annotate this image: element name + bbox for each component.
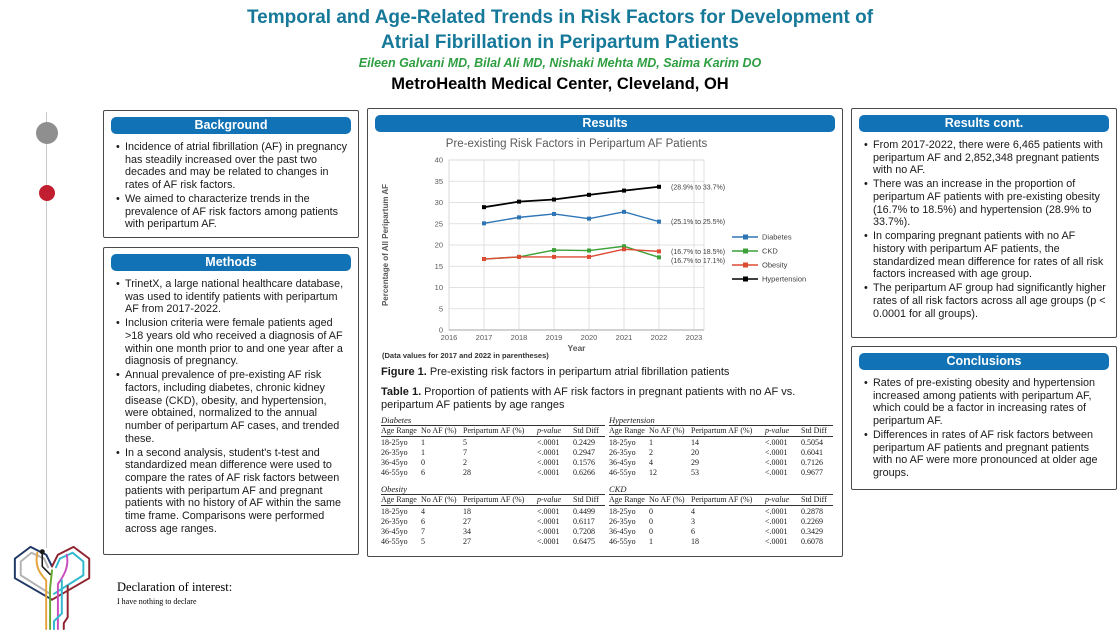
x-tick-label: 2016 [440,333,458,342]
table-cell: <.0001 [765,517,788,526]
data-table [609,494,833,546]
table-cell: 26-35yo [381,448,408,457]
table-cell: 5 [421,537,425,546]
data-table [381,425,605,477]
data-point [552,255,556,259]
y-tick-label: 25 [434,219,443,229]
chart-note: (Data values for 2017 and 2022 in parentheses) [382,351,549,360]
table-cell: 0.4499 [573,507,595,516]
table-cell: <.0001 [765,468,788,477]
table-cell: 4 [691,507,695,516]
table-cell: 1 [649,537,653,546]
data-point [587,249,591,253]
table-cell: <.0001 [537,448,560,457]
data-table [609,425,833,477]
table-cell: 46-55yo [381,468,408,477]
y-tick-label: 15 [434,261,443,271]
table-cell: 5 [463,438,467,447]
conclusions-bullets [862,377,1108,480]
table-cell: 0.6078 [801,537,823,546]
risk-factors-line-chart [374,133,834,363]
table-cell: 3 [691,517,695,526]
methods-section [103,247,359,555]
table-cell: 36-45yo [609,458,636,467]
column-header: Age Range [609,495,649,506]
table-cell: 6 [421,468,425,477]
data-point [517,215,521,219]
bullet-item: • TrinetX, a large national healthcare database, was used to identify patients with peripartum AF from 2017-2022. [114,278,350,316]
legend-marker [743,235,748,240]
poster-institution: MetroHealth Medical Center, Cleveland, OH [391,75,729,94]
results-cont-section [851,108,1117,338]
table-caption-label: Table 1. [381,386,422,398]
risk-factor-table-diabetes [381,415,605,477]
table-cell: 28 [463,468,471,477]
table-cell: 0.6475 [573,537,595,546]
table-cell: 36-45yo [609,527,636,536]
table-row [381,516,605,526]
poster-authors: Eileen Galvani MD, Bilal Ali MD, Nishaki Mehta MD, Saima Karim DO [358,56,762,71]
y-tick-label: 40 [434,155,443,165]
table-cell: <.0001 [765,438,788,447]
legend-marker [743,249,748,254]
bullet-item: • From 2017-2022, there were 6,465 patients with peripartum AF and 2,852,348 pregnant patients with no AF. [862,139,1108,177]
data-point [587,217,591,221]
legend-label-hypertension: Hypertension [762,274,807,284]
table-cell: 7 [421,527,425,536]
column-header: Std Diff [573,426,605,437]
bullet-item: • In comparing pregnant patients with no AF history with peripartum AF patients, the standardized mean difference for rates of all risk factors increased with age group. [862,230,1108,281]
table-cell: 18-25yo [381,438,408,447]
table-cell: 26-35yo [381,517,408,526]
data-table [381,494,605,546]
table-cell: 18 [691,537,699,546]
results-section [367,108,843,557]
bullet-item: • Differences in rates of AF risk factors between peripartum AF patients and pregnant patients with no AF were more pronounced at older age groups. [862,429,1108,480]
table-cell: 0.2947 [573,448,595,457]
table-cell: <.0001 [765,527,788,536]
bullet-item: • We aimed to characterize trends in the prevalence of AF risk factors among patients with peripartum AF. [114,193,350,231]
background-bullets [114,141,350,231]
table-cell: <.0001 [765,458,788,467]
table-cell: <.0001 [537,507,560,516]
table-cell: 1 [421,438,425,447]
table-cell: 0 [649,507,653,516]
y-axis-label: Percentage of All Peripartum AF [381,183,390,307]
table-cell: 46-55yo [381,537,408,546]
table-cell: <.0001 [765,507,788,516]
table-row [381,526,605,536]
table-cell: 20 [691,448,699,457]
series-annotation: (25.1% to 25.5%) [671,219,726,227]
x-tick-label: 2021 [615,333,633,342]
legend-marker [743,263,748,268]
bullet-item: • Annual prevalence of pre-existing AF risk factors, including diabetes, chronic kidney disease (CKD), obesity, and hypertension, were obtained, normalized to the annual number of peripartum AF cases, and trended these. [114,369,350,445]
declaration-text: I have nothing to declare [117,597,197,606]
table-cell: <.0001 [537,458,560,467]
x-tick-label: 2022 [650,333,668,342]
table-group-name: CKD [609,484,627,494]
table-cell: 0.2269 [801,517,823,526]
x-tick-label: 2023 [685,333,703,342]
table-cell: <.0001 [537,468,560,477]
data-point [657,185,661,189]
declaration-of-interest [117,580,232,606]
data-point [587,193,591,197]
table-row [381,437,605,448]
background-section [103,110,359,238]
legend-label-ckd: CKD [762,246,778,256]
table-cell: 46-55yo [609,537,636,546]
y-tick-label: 10 [434,283,443,293]
column-header: Peripartum AF (%) [691,495,765,506]
series-annotation: (16.7% to 18.5%) [671,248,726,256]
column-header: No AF (%) [421,426,463,437]
table-cell: 36-45yo [381,527,408,536]
table-cell: 0.6266 [573,468,595,477]
table-cell: 7 [463,448,467,457]
table-row [609,437,833,448]
table-cell: 18 [463,507,471,516]
table-cell: 2 [649,448,653,457]
figure-caption [381,366,829,379]
column-header: Peripartum AF (%) [463,495,537,506]
table-cell: 0.6117 [573,517,595,526]
table-cell: <.0001 [537,537,560,546]
methods-bullets [114,278,350,536]
table-cell: 1 [421,448,425,457]
table-row [381,467,605,477]
risk-factor-table-obesity [381,484,605,546]
table-cell: 0.3429 [801,527,823,536]
x-axis-label: Year [567,343,586,353]
column-header: Std Diff [573,495,605,506]
x-tick-label: 2017 [475,333,493,342]
table-row [609,526,833,536]
poster-title-line2: Atrial Fibrillation in Peripartum Patients [381,31,739,53]
bullet-item: • There was an increase in the proportion of peripartum AF patients with pre-existing obesity (16.7% to 18.5%) and hypertension (28.9% to 33.7%). [862,178,1108,229]
poster-title [110,6,1010,55]
heart-logo [4,541,104,630]
table-cell: 29 [691,458,699,467]
table-group-name: Hypertension [609,415,655,425]
y-tick-label: 35 [434,176,443,186]
data-point [657,255,661,259]
table-cell: 0.6041 [801,448,823,457]
table-cell: <.0001 [537,517,560,526]
table-row [609,457,833,467]
table-cell: 0.5054 [801,438,823,447]
data-point [482,257,486,261]
poster-header [110,6,1010,94]
table-cell: 6 [691,527,695,536]
table-cell: <.0001 [537,527,560,536]
y-tick-label: 0 [438,325,443,335]
table-row [609,467,833,477]
data-point [552,212,556,216]
bullet-item: • In a second analysis, student's t-test and standardized mean difference were used to compare the rates of AF risk factors between patients with peripartum AF and pregnant patients with no history of AF within the same time frame. Comparisons were performed across age ranges. [114,447,350,536]
table-row [381,457,605,467]
declaration-title: Declaration of interest: [117,580,233,594]
data-point [552,198,556,202]
table-row [609,447,833,457]
left-rail-line [46,112,47,548]
table-cell: 0.2429 [573,438,595,447]
bullet-item: • Incidence of atrial fibrillation (AF) in pregnancy has steadily increased over the past two decades and may be related to changes in rates of AF risk factors. [114,141,350,192]
data-point [587,255,591,259]
series-annotation: (16.7% to 17.1%) [671,257,726,265]
data-point [622,247,626,251]
table-cell: 26-35yo [609,517,636,526]
conclusions-section [851,346,1117,490]
column-header: Std Diff [801,426,833,437]
table-cell: 0 [649,527,653,536]
column-header: p-value [537,495,573,506]
data-point [622,189,626,193]
table-cell: 53 [691,468,699,477]
table-cell: <.0001 [765,537,788,546]
table-cell: 18-25yo [381,507,408,516]
results-header: Results [375,115,835,132]
table-cell: 0.2878 [801,507,823,516]
table-cell: 34 [463,527,471,536]
table-row [609,506,833,517]
column-header: Age Range [381,495,421,506]
table-caption [381,386,829,412]
x-tick-label: 2018 [510,333,528,342]
column-header: Peripartum AF (%) [691,426,765,437]
results-cont-header: Results cont. [859,115,1109,132]
column-header: p-value [765,495,801,506]
table-cell: 1 [649,438,653,447]
data-point [517,200,521,204]
table-cell: 27 [463,517,471,526]
column-header: Age Range [381,426,421,437]
bullet-item: • Rates of pre-existing obesity and hypertension increased among patients with peripartum AF, which could be a factor in increasing rates of peripartum AF. [862,377,1108,428]
table-cell: 4 [649,458,653,467]
results-cont-bullets [862,139,1108,320]
risk-factor-tables [381,415,833,546]
column-header: No AF (%) [649,495,691,506]
x-tick-label: 2020 [580,333,598,342]
column-header: p-value [537,426,573,437]
poster-title-line1: Temporal and Age-Related Trends in Risk Factors for Development of [246,7,874,28]
legend-label-obesity: Obesity [762,260,788,270]
data-point [482,205,486,209]
risk-factor-table-hypertension [609,415,833,477]
table-cell: 0.9677 [801,468,823,477]
figure-caption-label: Figure 1. [381,366,427,378]
column-header: Age Range [609,426,649,437]
table-cell: 18-25yo [609,438,636,447]
table-cell: 26-35yo [609,448,636,457]
table-row [381,536,605,546]
y-tick-label: 30 [434,198,443,208]
table-cell: 0.7126 [801,458,823,467]
series-line-diabetes [484,212,659,223]
table-cell: 18-25yo [609,507,636,516]
bullet-item: • Inclusion criteria were female patients aged >18 years old who received a diagnosis of AF within one month prior to and one year after a diagnosis of pregnancy. [114,317,350,368]
risk-factor-table-ckd [609,484,833,546]
table-cell: 14 [691,438,699,447]
x-tick-label: 2019 [545,333,563,342]
table-cell: 0.7208 [573,527,595,536]
table-cell: 6 [421,517,425,526]
table-row [609,536,833,546]
column-header: No AF (%) [421,495,463,506]
table-cell: 12 [649,468,657,477]
y-tick-label: 5 [438,304,443,314]
methods-header: Methods [111,254,351,271]
rail-gray-dot [36,122,58,144]
table-cell: 36-45yo [381,458,408,467]
chart-title: Pre-existing Risk Factors in Peripartum AF Patients [445,138,708,150]
rail-red-dot [39,185,55,201]
table-row [609,516,833,526]
series-line-hypertension [484,187,659,207]
data-point [517,255,521,259]
bullet-item: • The peripartum AF group had significantly higher rates of all risk factors across all age groups (p < 0.0001 for all groups). [862,282,1108,320]
table-row [381,447,605,457]
figure-caption-text: Pre-existing risk factors in peripartum atrial fibrillation patients [429,366,730,378]
column-header: No AF (%) [649,426,691,437]
table-row [381,506,605,517]
background-header: Background [111,117,351,134]
data-point [482,221,486,225]
column-header: Std Diff [801,495,833,506]
y-tick-label: 20 [434,240,443,250]
series-annotation: (28.9% to 33.7%) [671,184,726,192]
table-cell: <.0001 [765,448,788,457]
conclusions-header: Conclusions [859,353,1109,370]
table-cell: 46-55yo [609,468,636,477]
table-cell: 0 [649,517,653,526]
table-cell: 4 [421,507,425,516]
table-cell: 2 [463,458,467,467]
table-group-name: Diabetes [381,415,412,425]
table-cell: 27 [463,537,471,546]
column-header: p-value [765,426,801,437]
table-cell: <.0001 [537,438,560,447]
data-point [552,248,556,252]
table-caption-text: Proportion of patients with AF risk factors in pregnant patients with no AF vs. peripartum AF patients by age ranges [381,386,796,411]
data-point [657,249,661,253]
table-cell: 0.1576 [573,458,595,467]
legend-marker [743,277,748,282]
column-header: Peripartum AF (%) [463,426,537,437]
legend-label-diabetes: Diabetes [762,232,792,242]
data-point [622,210,626,214]
table-cell: 0 [421,458,425,467]
data-point [657,220,661,224]
table-group-name: Obesity [381,484,407,494]
